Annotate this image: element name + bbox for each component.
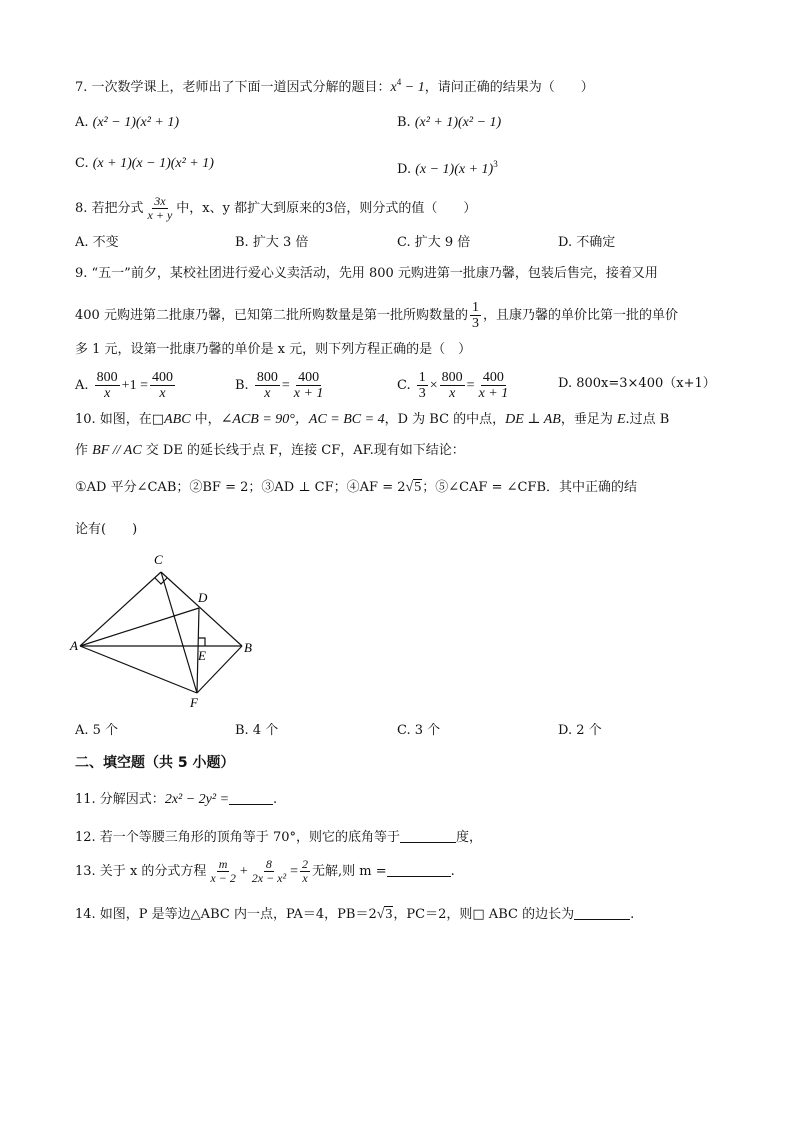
section-heading: 二、填空题（共 5 小题）: [75, 755, 235, 771]
q7-expr: $x^4 - 1$: [390, 77, 425, 95]
q10-option-d: D. 2 个: [558, 723, 602, 738]
q14-answer-blank[interactable]: [574, 907, 630, 920]
q9-option-d: D. 800x=3×400（x+1）: [558, 376, 716, 391]
q9-line1: 9. “五一”前夕，某校社团进行爱心义卖活动，先用 800 元购进第一批康乃馨，包装后售完，接着又用: [75, 266, 658, 281]
q7-option-c: C. (x + 1)(x − 1)(x² + 1): [75, 156, 214, 171]
q10-option-b: B. 4 个: [235, 723, 279, 738]
point-label-d: D: [198, 590, 208, 605]
q10-option-c: C. 3 个: [397, 723, 441, 738]
q9-option-b: B. $\frac{800}{x}$ = $\frac{400}{x + 1}$: [235, 370, 324, 401]
q7-option-a: A. (x² − 1)(x² + 1): [75, 115, 180, 130]
q10-line1: 10. 如图，在□ABC 中，∠ACB = 90°，AC = BC = 4，D 为 BC 的中点，DE ⊥ AB，垂足为 E.过点 B: [75, 412, 670, 427]
point-label-e: E: [198, 648, 206, 663]
q7-option-a-expr: (x² − 1)(x² + 1): [92, 115, 180, 130]
q11-answer-blank[interactable]: [229, 792, 273, 805]
q12-answer-blank[interactable]: [400, 830, 456, 843]
q7-option-b: B. (x² + 1)(x² − 1): [397, 115, 502, 130]
segment-cf: [161, 572, 197, 693]
q10-line2: 作 BF // AC 交 DE 的延长线于点 F，连接 CF，AF.现有如下结论：: [75, 443, 465, 458]
q8-option-d: D. 不确定: [558, 235, 616, 250]
q10-option-a: A. 5 个: [75, 723, 119, 738]
q10-figure: [66, 550, 266, 710]
point-label-b: B: [244, 640, 252, 655]
segment-af: [80, 646, 197, 693]
q8-stem: 8. 若把分式 $\frac{3x}{x + y}$ 中，x、y 都扩大到原来的3倍，则分式的值（ ）: [75, 194, 477, 222]
q14: 14. 如图，P 是等边△ABC 内一点，PA＝4，PB＝2√3，PC＝2，则□ ABC 的边长为 .: [75, 907, 635, 922]
q8-option-a: A. 不变: [75, 235, 119, 250]
q9-line2: 400 元购进第二批康乃馨，已知第二批所购数量是第一批所购数量的 $\frac{1}{3}$ ，且康乃馨的单价比第一批的单价: [75, 300, 678, 331]
q10-line4: 论有( ): [75, 522, 138, 537]
q7-option-b-expr: (x² + 1)(x² − 1): [414, 115, 502, 130]
q12: 12. 若一个等腰三角形的顶角等于 70°，则它的底角等于 度，: [75, 830, 482, 845]
q9-line3: 多 1 元，设第一批康乃馨的单价是 x 元，则下列方程正确的是（ ）: [75, 342, 472, 357]
point-label-c: C: [154, 552, 163, 567]
q7-option-d-expr: $(x - 1)(x + 1)^3$: [415, 159, 498, 177]
q11: 11. 分解因式：2x² − 2y² = .: [75, 792, 278, 807]
q9-fraction: $\frac{1}{3}$: [471, 300, 479, 331]
q7-option-c-expr: (x + 1)(x − 1)(x² + 1): [92, 156, 214, 171]
segment-cb: [161, 572, 242, 646]
q9-option-a: A. $\frac{800}{x}$ +1 = $\frac{400}{x}$: [75, 370, 173, 401]
q7-stem-tail: ，请问正确的结果为（ ）: [424, 80, 594, 95]
point-label-a: A: [70, 638, 78, 653]
q8-option-c: C. 扩大 9 倍: [397, 235, 471, 250]
q7-option-d: D. $(x - 1)(x + 1)^3$: [397, 159, 498, 177]
q7-stem-text: 7. 一次数学课上，老师出了下面一道因式分解的题目：: [75, 80, 391, 95]
q8-option-b: B. 扩大 3 倍: [235, 235, 309, 250]
q13-answer-blank[interactable]: [387, 864, 451, 877]
q10-line3: ①AD 平分∠CAB；②BF = 2；③AD ⊥ CF；④AF = 2√5；⑤∠CAF = ∠CFB．其中正确的结: [75, 480, 638, 495]
q7-stem: [75, 72, 594, 98]
q9-option-c: C. $\frac{1}{3}$ × $\frac{800}{x}$ = $\frac{400}{x + 1}$: [397, 370, 509, 401]
segment-ac: [80, 572, 161, 646]
q8-fraction: $\frac{3x}{x + y}$: [147, 194, 173, 222]
right-angle-mark-c: [155, 578, 167, 584]
q13: 13. 关于 x 的分式方程 $\frac{m}{x - 2}$ + $\frac{8}{\text{2x − x²}}$ = $\frac{2}{x}$ 无解,则 m = .: [75, 857, 455, 885]
right-angle-mark-e: [198, 638, 205, 646]
point-label-f: F: [190, 695, 198, 710]
